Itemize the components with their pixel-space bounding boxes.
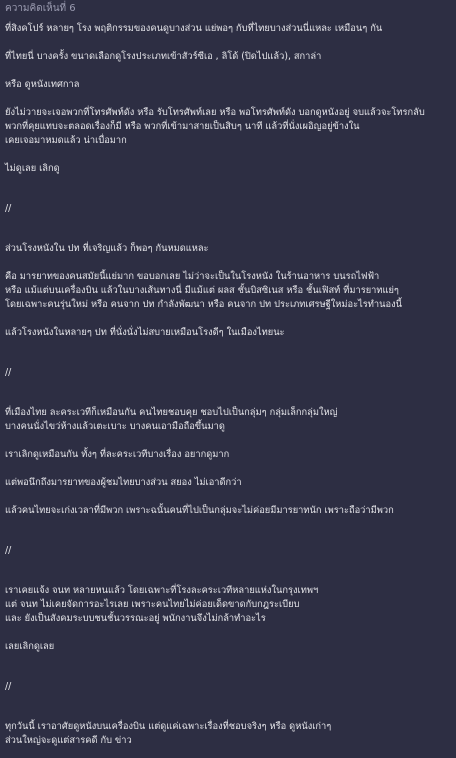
- comment-paragraph: แต่พอนึกถึงมารยาทของผู้ชมไทยบางส่วน สยอง ไม่เอาดีกว่า: [5, 477, 242, 488]
- section-separator: //: [5, 367, 12, 378]
- comment-paragraph: ส่วนโรงหนังใน ปท ที่เจริญแล้ว ก็พอๆ กันหมดแหละ: [5, 243, 209, 254]
- comment-paragraph: ที่เมืองไทย ละคระเวทีก็เหมือนกัน คนไทยชอบคุย ชอบไปเป็นกลุ่มๆ กลุ่มเล็กกลุ่มใหญ่ บางคนนั่งไขว่ห้างแล้วเตะเบาะ บางคนเอามือถือขึ้นมาดู: [5, 407, 338, 432]
- comment-paragraph: แล้วโรงหนังในหลายๆ ปท ที่นั่งนั่งไม่สบายเหมือนโรงดีๆ ในเมืองไทยนะ: [5, 327, 285, 338]
- comment-paragraph: ยังไม่วายจะเจอพวกที่โทรศัพท์ดัง หรือ รับโทรศัพท์เลย หรือ พอโทรศัพท์ดัง บอกดูหนังอยู่ จบแล้วจะโทรกลับ พวกที่คุยแทบจะตลอดเรื่องก็มี หรือ พวกที่เข้ามาสายเป็นสิบๆ นาที แล้วที่นั่งเผอิญอยู่ข้างใน เคยเจอมาหมดแล้ว น่าเบื่อมาก: [5, 107, 425, 146]
- comment-paragraph: ที่สิงคโปร์ หลายๆ โรง พฤติกรรมของคนดูบางส่วน แย่พอๆ กับที่ไทยบางส่วนนี่แหละ เหมือนๆ กัน: [5, 23, 383, 34]
- comment-paragraph: ที่ไทยนี่ บางครั้ง ขนาดเลือกดูโรงประเภทเข้าสัวร์ซีเอ , ลิโด้ (ปิดไปแล้ว), สกาล่า: [5, 51, 322, 62]
- comment-paragraph: ไม่ดูเลย เลิกดู: [5, 163, 60, 174]
- comment-paragraph: แล้วคนไทยจะเก่งเวลาที่มีพวก เพราะฉนั้นคนที่ไปเป็นกลุ่มจะไม่ค่อยมีมารยาทนัก เพราะถือว่ามีพวก: [5, 505, 394, 516]
- comment-paragraph: เราเคยแจ้ง จนท หลายหนแล้ว โดยเฉพาะที่โรงละคระเวทีหลายแห่งในกรุงเทพฯ แต่ จนท ไม่เคยจัดการอะไรเลย เพราะคนไทยไม่ค่อยเด็ดขาดกับกฎระเบียบ และ ยังเป็นสังคมระบบชนชั้นวรรณะอยู่ พนักงานจึงไม่กล้าทำอะไร: [5, 585, 319, 624]
- comment-paragraph: คือ มารยาทของคนสมัยนี้แย่มาก ขอบอกเลย ไม่ว่าจะเป็นในโรงหนัง ในร้านอาหาร บนรถไฟฟ้า หรือ แม้แต่บนเครื่องบิน แล้วในบางเส้นทางนี่ มีแม้แต่ ผลส ชั้นบิสซิเนส หรือ ชั้นเฟิสท์ ที่มารยาทแย่ๆ โดยเฉพาะคนรุ่นใหม่ หรือ คนจาก ปท กำลังพัฒนา หรือ คนจาก ปท ประเภทเศรษฐีใหม่อะไรทำนองนี้: [5, 271, 402, 310]
- comment-paragraph: เลยเลิกดูเลย: [5, 641, 55, 652]
- comment-body: [5, 22, 450, 748]
- section-separator: //: [5, 681, 12, 692]
- section-separator: //: [5, 545, 12, 556]
- comment-paragraph: หรือ ดูหนังเทศกาล: [5, 79, 80, 90]
- comment-paragraph: เราเลิกดูเหมือนกัน ทั้งๆ ที่ละคระเวทีบางเรื่อง อยากดูมาก: [5, 449, 230, 460]
- comment-paragraph: ทุกวันนี้ เราอาศัยดูหนังบนเครื่องบิน แต่ดูแค่เฉพาะเรื่องที่ชอบจริงๆ หรือ ดูหนังเก่าๆ ส่วนใหญ่จะดูแต่สารคดี กับ ข่าว: [5, 721, 332, 746]
- section-separator: //: [5, 203, 12, 214]
- comment-number-label: ความคิดเห็นที่ 6: [5, 3, 76, 14]
